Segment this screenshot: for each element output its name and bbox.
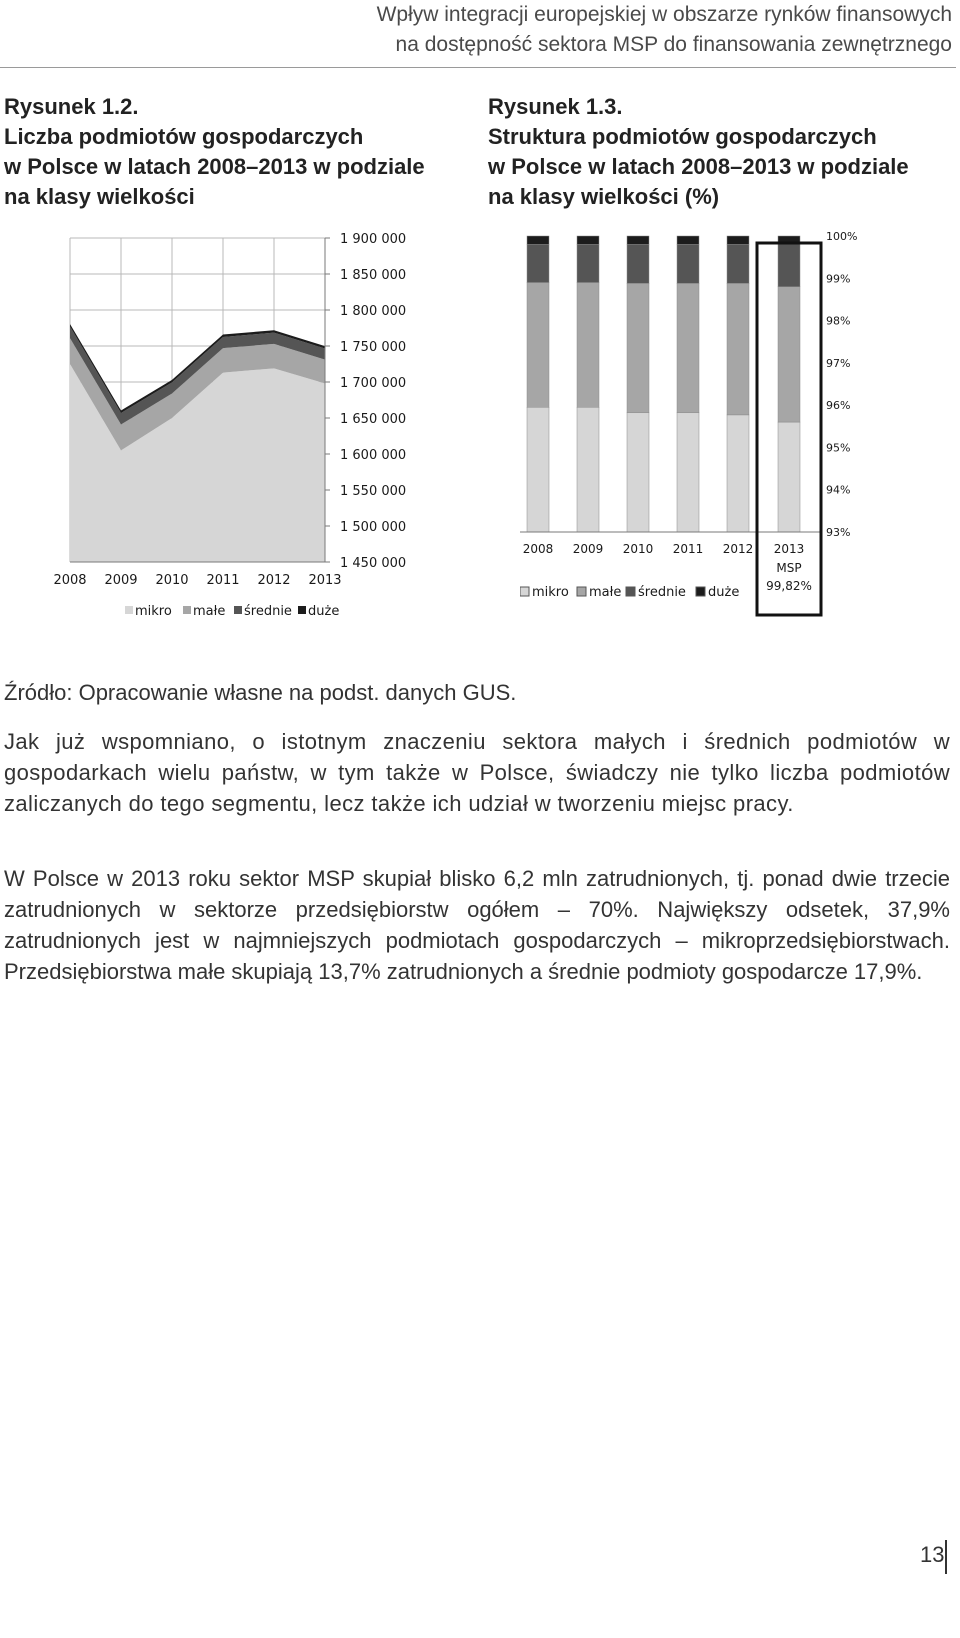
bar-segment-małe-2009 <box>577 283 599 408</box>
figure-title-line: w Polsce w latach 2008–2013 w podziale <box>4 154 425 179</box>
figure-number: Rysunek 1.3. <box>488 94 623 119</box>
x-tick-label: 2010 <box>622 542 654 556</box>
bar-segment-mikro-2008 <box>527 407 549 532</box>
y-tick-label: 1 900 000 <box>340 232 407 247</box>
bar-segment-duże-2011 <box>677 236 699 244</box>
figure-number: Rysunek 1.2. <box>4 94 139 119</box>
bar-segment-duże-2012 <box>727 236 749 244</box>
bar-chart-figure-1-3 <box>520 228 960 658</box>
y-tick-label: 1 600 000 <box>340 448 407 463</box>
msp-annotation-value: 99,82% <box>766 579 812 593</box>
bar-segment-średnie-2009 <box>577 244 599 282</box>
x-tick-label: 2013 <box>773 542 805 556</box>
y-tick-label: 100% <box>826 230 858 243</box>
x-tick-label: 2012 <box>257 573 291 588</box>
legend-swatch-2 <box>234 606 242 614</box>
bar-segment-mikro-2009 <box>577 407 599 532</box>
y-tick-label: 1 450 000 <box>340 556 407 571</box>
page-number-bar <box>945 1540 947 1574</box>
y-tick-label: 1 700 000 <box>340 376 407 391</box>
figure-title-line: Liczba podmiotów gospodarczych <box>4 124 364 149</box>
y-tick-label: 1 650 000 <box>340 412 407 427</box>
legend-label: mikro <box>135 604 172 619</box>
y-tick-label: 1 800 000 <box>340 304 407 319</box>
page-number: 13 <box>920 1542 945 1567</box>
legend-swatch-0 <box>520 587 529 596</box>
bar-segment-średnie-2012 <box>727 244 749 283</box>
running-head <box>252 0 952 60</box>
x-tick-label: 2009 <box>104 573 138 588</box>
y-tick-label: 1 550 000 <box>340 484 407 499</box>
y-tick-label: 93% <box>826 526 851 539</box>
y-tick-label: 96% <box>826 399 851 413</box>
figure-title-line: na klasy wielkości <box>4 184 195 209</box>
legend-swatch-3 <box>696 587 705 596</box>
y-tick-label: 1 750 000 <box>340 340 407 355</box>
bar-segment-małe-2008 <box>527 283 549 408</box>
legend-swatch-0 <box>125 606 133 614</box>
legend-label: średnie <box>638 585 686 600</box>
bar-segment-małe-2011 <box>677 283 699 412</box>
bar-segment-średnie-2013 <box>778 244 800 287</box>
bar-segment-mikro-2011 <box>677 413 699 532</box>
y-tick-label: 1 850 000 <box>340 268 407 283</box>
body-paragraph-1: Jak już wspomniano, o istotnym znaczeniu sektora małych i średnich podmiotów w gospodarkach wielu państw, w tym także w Polsce, świadczy nie tylko liczba podmiotów zaliczanych do tego segmentu, lecz także ich udział w tworzeniu miejsc pracy. <box>4 729 950 816</box>
y-tick-label: 94% <box>826 483 851 497</box>
header-rule <box>0 67 956 68</box>
y-tick-label: 99% <box>826 272 851 286</box>
figure-1-3-caption <box>488 92 909 212</box>
legend-label: małe <box>589 585 622 600</box>
figure-1-2-caption <box>4 92 425 212</box>
y-tick-label: 95% <box>826 441 851 455</box>
x-tick-label: 2011 <box>206 573 240 588</box>
bar-segment-mikro-2013 <box>778 422 800 532</box>
bar-segment-średnie-2010 <box>627 244 649 283</box>
legend-label: duże <box>708 585 740 600</box>
legend-label: duże <box>308 604 340 619</box>
legend-label: mikro <box>532 585 569 600</box>
bar-segment-mikro-2010 <box>627 413 649 532</box>
legend-swatch-1 <box>577 587 586 596</box>
figure-source-note: Źródło: Opracowanie własne na podst. danych GUS. <box>4 680 517 705</box>
msp-annotation-label: MSP <box>776 561 802 575</box>
legend-label: małe <box>193 604 226 619</box>
running-head-line-2: na dostępność sektora MSP do finansowania zewnętrznego <box>395 33 952 56</box>
x-tick-label: 2009 <box>572 542 604 556</box>
x-tick-label: 2012 <box>722 542 754 556</box>
bar-segment-małe-2013 <box>778 287 800 422</box>
y-tick-label: 97% <box>826 356 851 370</box>
x-tick-label: 2013 <box>308 573 342 588</box>
bar-segment-małe-2010 <box>627 283 649 412</box>
x-tick-label: 2010 <box>155 573 189 588</box>
bar-segment-duże-2010 <box>627 236 649 244</box>
x-tick-label: 2008 <box>53 573 87 588</box>
legend-swatch-3 <box>298 606 306 614</box>
y-tick-label: 98% <box>826 314 851 328</box>
bar-segment-średnie-2011 <box>677 244 699 283</box>
bar-segment-duże-2009 <box>577 236 599 244</box>
legend-swatch-2 <box>626 587 635 596</box>
legend-swatch-1 <box>183 606 191 614</box>
legend-label: średnie <box>244 604 292 619</box>
area-chart-figure-1-2 <box>0 228 460 658</box>
x-tick-label: 2011 <box>672 542 704 556</box>
bar-segment-małe-2012 <box>727 283 749 415</box>
figure-title-line: na klasy wielkości (%) <box>488 184 720 209</box>
x-tick-label: 2008 <box>522 542 554 556</box>
figure-title-line: Struktura podmiotów gospodarczych <box>488 124 877 149</box>
running-head-line-1: Wpływ integracji europejskiej w obszarze rynków finansowych <box>376 3 952 26</box>
bar-segment-średnie-2008 <box>527 244 549 282</box>
bar-segment-mikro-2012 <box>727 415 749 532</box>
bar-segment-duże-2008 <box>527 236 549 244</box>
figure-title-line: w Polsce w latach 2008–2013 w podziale <box>488 154 909 179</box>
y-tick-label: 1 500 000 <box>340 520 407 535</box>
body-paragraph-2: W Polsce w 2013 roku sektor MSP skupiał blisko 6,2 mln zatrudnionych, tj. ponad dwie trzecie zatrudnionych w sektorze przedsiębiorstw ogółem – 70%. Największy odsetek, 37,9% zatrudnionych jest w najmniejszych podmiotach gospodarczych – mikroprzedsiębiorstwach. Przedsiębiorstwa małe skupiają 13,7% zatrudnionych a średnie podmioty gospodarcze 17,9%. <box>4 866 950 984</box>
